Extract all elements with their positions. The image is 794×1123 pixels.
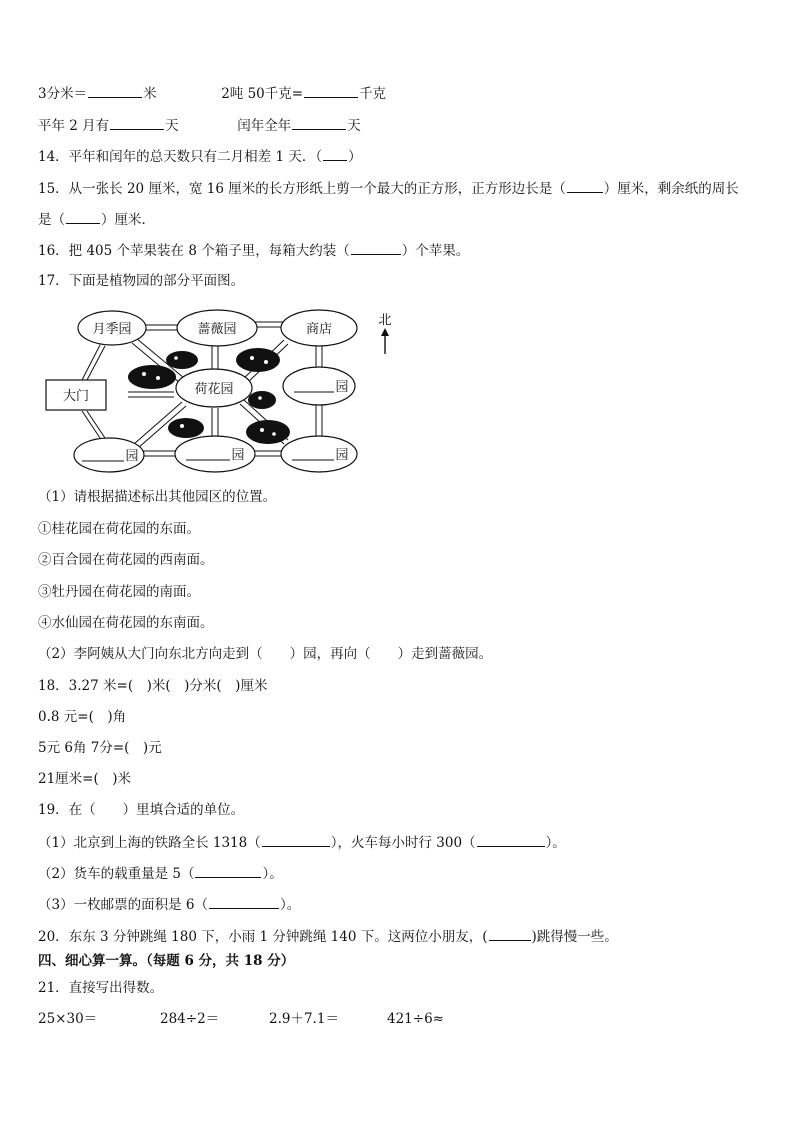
q18-d (38, 770, 131, 788)
north-label: 北 (378, 313, 392, 328)
blank-answer[interactable] (66, 209, 100, 224)
question-17 (38, 272, 244, 290)
clue-text: ①桂花园在荷花园的东面。 (38, 521, 200, 537)
q19-p1-text-end: ）。 (545, 835, 566, 851)
blank-answer[interactable] (567, 178, 603, 193)
map-label-blank-yuan: 园 (335, 448, 349, 463)
botanical-garden-map (62, 308, 402, 480)
q19-title-text: 19．在（ ）里填合适的单位。 (38, 802, 245, 818)
clue-text: ②百合园在荷花园的西南面。 (38, 552, 214, 568)
expression: 284÷2＝ (160, 1011, 220, 1027)
line-days (38, 115, 361, 135)
ton-to-kg-label: 2吨 50千克= (221, 86, 304, 102)
leap-year-label: 闰年全年 (237, 118, 292, 134)
q17-part1 (38, 488, 276, 506)
q19-p1 (38, 832, 566, 852)
q17-clue-3 (38, 583, 200, 601)
blank-answer[interactable] (477, 832, 545, 847)
blank-answer[interactable] (304, 83, 358, 98)
q21-expressions (38, 1010, 444, 1028)
q18-a-text: 18．3.27 米=( )米( )分米( )厘米 (38, 678, 268, 694)
blank-answer[interactable] (351, 240, 401, 255)
expression: 421÷6≈ (387, 1011, 444, 1027)
north-arrow-icon (381, 328, 389, 354)
q20-text-end: )跳得慢一些。 (531, 929, 618, 945)
q21-title (38, 979, 163, 997)
map-label-yueji: 月季园 (92, 322, 132, 337)
expression: 25×30＝ (38, 1011, 98, 1027)
q18-c (38, 739, 162, 757)
unit-label: 天 (347, 118, 361, 134)
q17-part1-text: （1）请根据描述标出其他园区的位置。 (38, 489, 277, 505)
blank-answer[interactable] (88, 83, 142, 98)
question-15-text: 是（ (38, 212, 65, 228)
map-label-shop: 商店 (305, 322, 333, 337)
unit-label: 天 (165, 118, 179, 134)
clue-text: ④水仙园在荷花园的东南面。 (38, 615, 214, 631)
blank-answer[interactable] (110, 115, 164, 130)
section-4-heading (38, 952, 294, 970)
common-year-feb-label: 平年 2 月有 (38, 118, 110, 134)
question-16 (38, 240, 469, 260)
map-label-blank-yuan: 园 (335, 380, 349, 395)
question-16-text-cont: ）个苹果。 (401, 243, 470, 259)
question-14-text: 14．平年和闰年的总天数只有二月相差 1 天．（ (38, 149, 323, 165)
q17-clue-1 (38, 520, 200, 538)
q19-p2 (38, 863, 283, 883)
map-label-hehua: 荷花园 (194, 382, 234, 397)
q21-title-text: 21．直接写出得数。 (38, 980, 164, 996)
blank-answer[interactable] (209, 894, 279, 909)
question-15-text-cont: ）厘米． (101, 212, 155, 228)
section-4-text: 四、细心算一算。（每题 6 分，共 18 分） (38, 953, 295, 969)
q19-p2-text: （2）货车的载重量是 5（ (38, 866, 195, 882)
clue-text: ③牡丹园在荷花园的南面。 (38, 584, 200, 600)
blank-answer[interactable] (323, 146, 347, 161)
unit-label: 米 (143, 86, 157, 102)
q19-p2-text-end: ）。 (262, 866, 283, 882)
paren-close: ） (348, 149, 362, 165)
unit-label: 千克 (359, 86, 387, 102)
dm-to-m-label: 3分米＝ (38, 86, 88, 102)
question-15-line1 (38, 178, 739, 198)
map-label-blank-yuan: 园 (231, 448, 245, 463)
question-14 (38, 146, 362, 166)
q18-d-text: 21厘米=( )米 (38, 771, 132, 787)
q18-a (38, 677, 267, 695)
question-16-text: 16．把 405 个苹果装在 8 个箱子里，每箱大约装（ (38, 243, 350, 259)
line-unit-conversion-1 (38, 83, 386, 103)
blank-answer[interactable] (292, 115, 346, 130)
blank-answer[interactable] (195, 863, 261, 878)
q19-p3-text-end: ）。 (279, 897, 301, 913)
q18-b (38, 708, 126, 726)
blank-answer[interactable] (262, 832, 330, 847)
q19-p1-text: （1）北京到上海的铁路全长 1318（ (38, 835, 261, 851)
map-label-blank-yuan: 园 (125, 449, 139, 464)
q17-part2 (38, 645, 492, 663)
q19-p1-text-cont: ），火车每小时行 300（ (330, 835, 476, 851)
q19-title (38, 801, 244, 819)
q19-p3-text: （3）一枚邮票的面积是 6（ (38, 897, 208, 913)
q17-clue-2 (38, 551, 214, 569)
q20-text: 20．东东 3 分钟跳绳 180 下，小雨 1 分钟跳绳 140 下。这两位小朋友，( (38, 929, 488, 945)
question-15-text: 15．从一张长 20 厘米，宽 16 厘米的长方形纸上剪一个最大的正方形，正方形边长是（ (38, 181, 566, 197)
q18-c-text: 5元 6角 7分=( )元 (38, 740, 162, 756)
q20 (38, 926, 618, 946)
q19-p3 (38, 894, 300, 914)
q17-part2-text: （2）李阿姨从大门向东北方向走到（ ）园，再向（ ）走到蔷薇园。 (38, 646, 493, 662)
question-17-text: 17．下面是植物园的部分平面图。 (38, 273, 245, 289)
expression: 2.9＋7.1＝ (269, 1011, 339, 1027)
q18-b-text: 0.8 元=( )角 (38, 709, 127, 725)
map-label-gate: 大门 (62, 389, 90, 404)
blank-answer[interactable] (489, 926, 531, 941)
question-15-line2 (38, 209, 155, 229)
q17-clue-4 (38, 614, 214, 632)
question-15-text-cont: ）厘米，剩余纸的周长 (603, 181, 739, 197)
map-label-qiangwei: 蔷薇园 (197, 322, 237, 337)
